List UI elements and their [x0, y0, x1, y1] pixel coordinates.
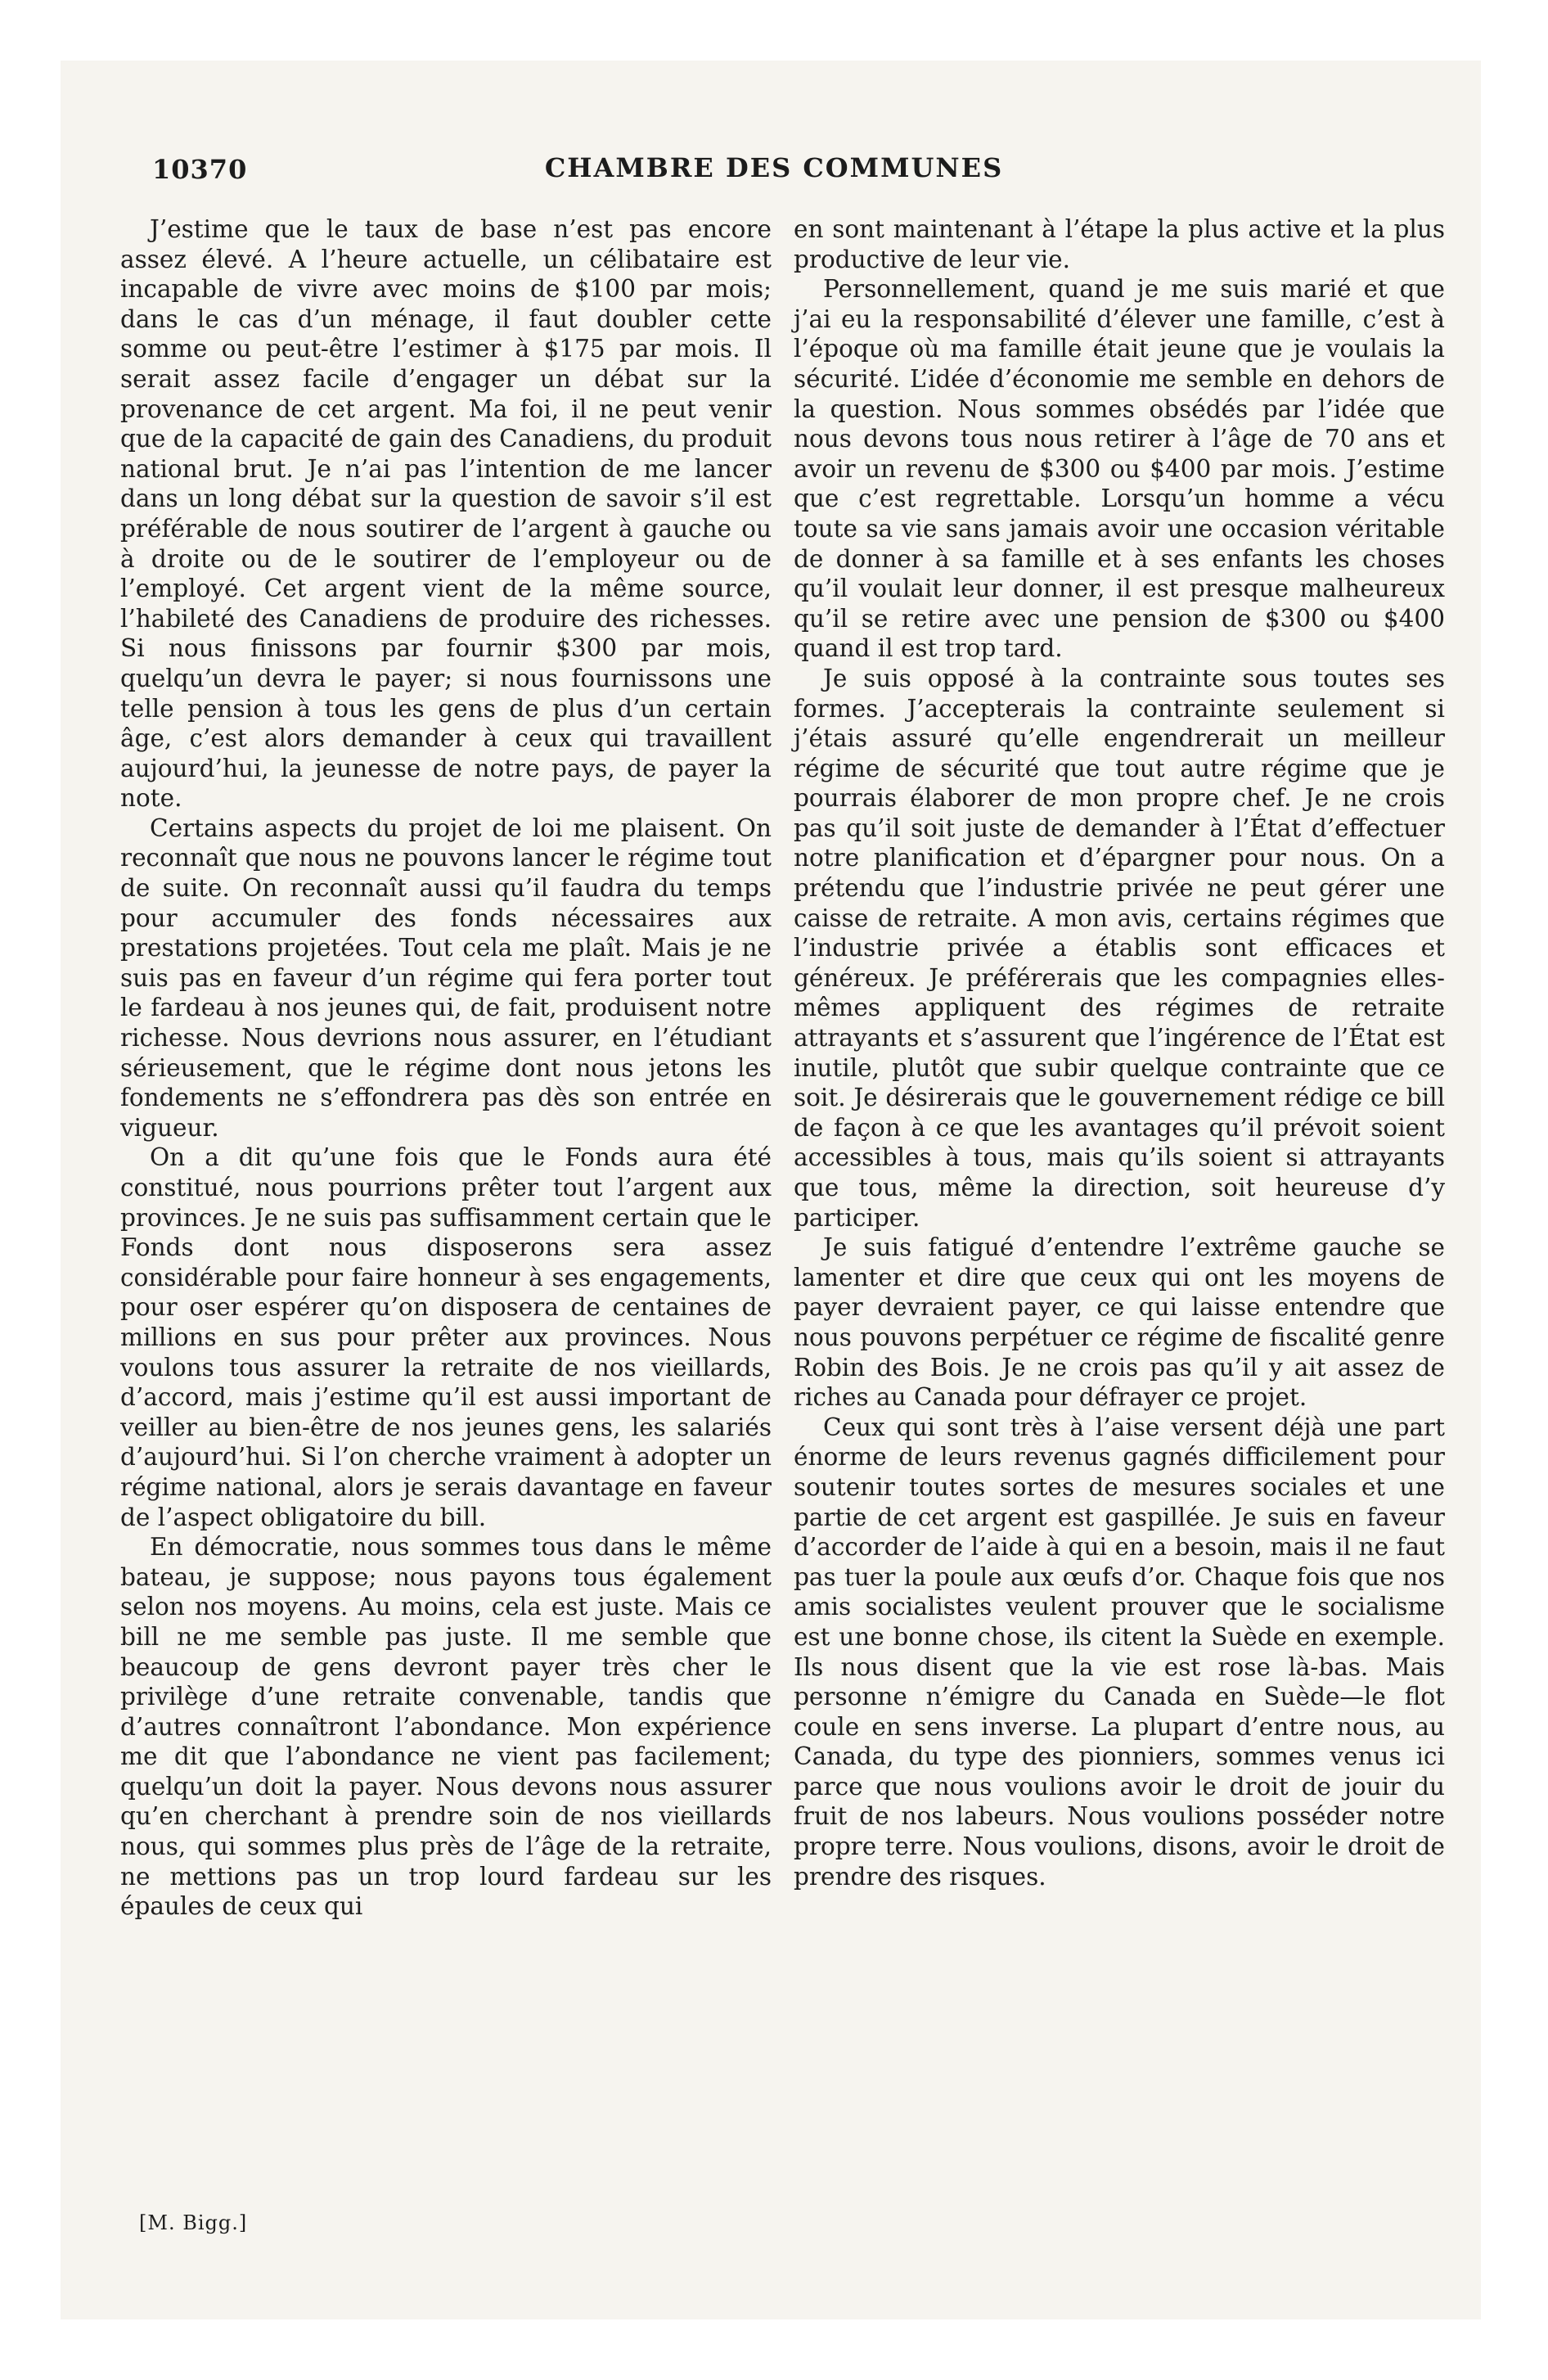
right-paragraph-3: Je suis opposé à la contrainte sous toutes ses formes. J’accepterais la contrainte seulement si j’étais assuré qu’elle engendrerait un meilleur régime de sécurité que tout autre régime que je pourrais élaborer de mon propre chef. Je ne crois pas qu’il soit juste de demander à l’État d’effectuer notre planification et d’épargner pour nous. On a prétendu que l’industrie privée ne peut gérer une caisse de retraite. A mon avis, certains régimes que l’industrie privée a établis sont efficaces et généreux. Je préférerais que les compagnies elles-mêmes appliquent des régimes de retraite attrayants et s’assurent que l’ingérence de l’État est inutile, plutôt que subir quelque contrainte que ce soit. Je désirerais que le gouvernement rédige ce bill de façon à ce que les avantages qu’il prévoit soient accessibles à tous, mais qu’ils soient si attrayants que tous, même la direction, soit heureuse d’y participer. — [794, 664, 1445, 1232]
right-paragraph-2: Personnellement, quand je me suis marié et que j’ai eu la responsabilité d’élever une famille, c’est à l’époque où ma famille était jeune que je voulais la sécurité. L’idée d’économie me semble en dehors de la question. Nous sommes obsédés par l’idée que nous devons tous nous retirer à l’âge de 70 ans et avoir un revenu de $300 ou $400 par mois. J’estime que c’est regrettable. Lorsqu’un homme a vécu toute sa vie sans jamais avoir une occasion véritable de donner à sa famille et à ses enfants les choses qu’il voulait leur donner, il est presque malheureux qu’il se retire avec une pension de $300 ou $400 quand il est trop tard. — [794, 275, 1445, 663]
running-head: CHAMBRE DES COMMUNES — [544, 152, 1004, 183]
right-paragraph-4: Je suis fatigué d’entendre l’extrême gauche se lamenter et dire que ceux qui ont les moyens de payer devraient payer, ce qui laisse entendre que nous pouvons perpétuer ce régime de fiscalité genre Robin des Bois. Je ne crois pas qu’il y ait assez de riches au Canada pour défrayer ce projet. — [794, 1233, 1445, 1412]
right-paragraph-5: Ceux qui sont très à l’aise versent déjà une part énorme de leurs revenus gagnés difficilement pour soutenir toutes sortes de mesures sociales et une partie de cet argent est gaspillée. Je suis en faveur d’accorder de l’aide à qui en a besoin, mais il ne faut pas tuer la poule aux œufs d’or. Chaque fois que nos amis socialistes veulent prouver que le socialisme est une bonne chose, ils citent la Suède en exemple. Ils nous disent que la vie est rose là-bas. Mais personne n’émigre du Canada en Suède—le flot coule en sens inverse. La plupart d’entre nous, au Canada, du type des pionniers, sommes venus ici parce que nous voulions avoir le droit de jouir du fruit de nos labeurs. Nous voulions posséder notre propre terre. Nous voulions, disons, avoir le droit de prendre des risques. — [794, 1413, 1445, 1891]
left-paragraph-1: J’estime que le taux de base n’est pas encore assez élevé. A l’heure actuelle, un célibataire est incapable de vivre avec moins de $100 par mois; dans le cas d’un ménage, il faut doubler cette somme ou peut-être l’estimer à $175 par mois. Il serait assez facile d’engager un débat sur la provenance de cet argent. Ma foi, il ne peut venir que de la capacité de gain des Canadiens, du produit national brut. Je n’ai pas l’intention de me lancer dans un long débat sur la question de savoir s’il est préférable de nous soutirer de l’argent à gauche ou à droite ou de le soutirer de l’employeur ou de l’employé. Cet argent vient de la même source, l’habileté des Canadiens de produire des richesses. Si nous finissons par fournir $300 par mois, quelqu’un devra le payer; si nous fournissons une telle pension à tous les gens de plus d’un certain âge, c’est alors demander à ceux qui travaillent aujourd’hui, la jeunesse de notre pays, de payer la note. — [120, 215, 772, 813]
left-paragraph-3: On a dit qu’une fois que le Fonds aura été constitué, nous pourrions prêter tout l’argent aux provinces. Je ne suis pas suffisamment certain que le Fonds dont nous disposerons sera assez considérable pour faire honneur à ses engagements, pour oser espérer qu’on disposera de centaines de millions en sus pour prêter aux provinces. Nous voulons tous assurer la retraite de nos vieillards, d’accord, mais j’estime qu’il est aussi important de veiller au bien-être de nos jeunes gens, les salariés d’aujourd’hui. Si l’on cherche vraiment à adopter un régime national, alors je serais davantage en faveur de l’aspect obligatoire du bill. — [120, 1143, 772, 1531]
left-paragraph-4: En démocratie, nous sommes tous dans le même bateau, je suppose; nous payons tous également selon nos moyens. Au moins, cela est juste. Mais ce bill ne me semble pas juste. Il me semble que beaucoup de gens devront payer très cher le privilège d’une retraite convenable, tandis que d’autres connaîtront l’abondance. Mon expérience me dit que l’abondance ne vient pas facilement; quelqu’un doit la payer. Nous devons nous assurer qu’en cherchant à prendre soin de nos vieillards nous, qui sommes plus près de l’âge de la retraite, ne mettions pas un trop lourd fardeau sur les épaules de ceux qui — [120, 1533, 772, 1921]
speaker-footer: [M. Bigg.] — [139, 2211, 248, 2234]
left-paragraph-2: Certains aspects du projet de loi me plaisent. On reconnaît que nous ne pouvons lancer le régime tout de suite. On reconnaît aussi qu’il faudra du temps pour accumuler des fonds nécessaires aux prestations projetées. Tout cela me plaît. Mais je ne suis pas en faveur d’un régime qui fera porter tout le fardeau à nos jeunes qui, de fait, produisent notre richesse. Nous devrions nous assurer, en l’étudiant sérieusement, que le régime dont nous jetons les fondements ne s’effondrera pas dès son entrée en vigueur. — [120, 814, 772, 1142]
right-paragraph-1: en sont maintenant à l’étape la plus active et la plus productive de leur vie. — [794, 215, 1445, 273]
page-number: 10370 — [152, 154, 248, 185]
right-column — [794, 214, 1445, 1891]
left-column — [120, 214, 772, 1922]
